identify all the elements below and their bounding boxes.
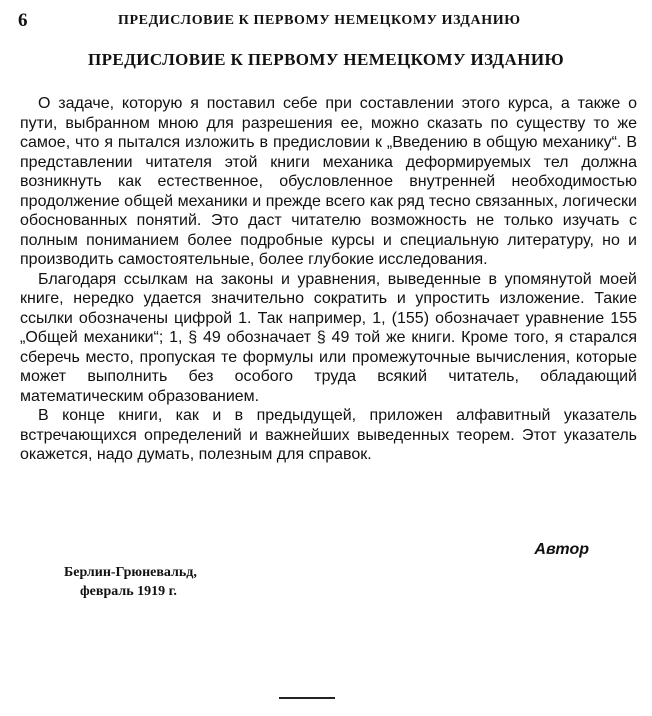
paragraph-2: Благодаря ссылкам на законы и уравнения, выведенные в упомянутой моей книге, нередко удается значительно сократить и упростить изложение. Такие ссылки обозначены цифрой 1. Так например, 1, (155) обозначает уравнение 155 „Общей механики“; 1, § 49 обозначает § 49 той же книги. Кроме того, я старался сберечь место, пропуская те формулы или промежуточные вычисления, которые может выполнить без особого труда всякий читатель, обладающий математическим образованием. bbox=[20, 270, 637, 405]
paragraph-1: О задаче, которую я поставил себе при составлении этого курса, а также о пути, выбранном мною для разрешения ее, можно сказать по существу то же самое, что я пытался изложить в предисловии к „Введению в общую механику“. В представлении читателя этой книги механика деформируемых тел должна возникнуть как естественное, обусловленное внутренней необходимостью продолжение общей механики и прежде всего как ряд тесно связанных, логически обоснованных понятий. Это даст читателю возможность не только изучать с полным пониманием более подробные курсы и специальную литературу, но и производить самостоятельные, более глубокие исследования. bbox=[20, 95, 637, 268]
running-head bbox=[18, 10, 634, 32]
paragraph-3: В конце книги, как и в предыдущей, приложен алфавитный указатель встречающихся определений и важнейших выведенных теорем. Этот указатель окажется, надо думать, полезным для справок. bbox=[20, 407, 637, 463]
author-signature: Автор bbox=[534, 541, 589, 558]
preface-heading: ПРЕДИСЛОВИЕ К ПЕРВОМУ НЕМЕЦКОМУ ИЗДАНИЮ bbox=[87, 50, 564, 69]
place-line: Берлин-Грюневальд, bbox=[64, 565, 197, 580]
preface-body bbox=[20, 94, 637, 465]
running-title: ПРЕДИСЛОВИЕ К ПЕРВОМУ НЕМЕЦКОМУ ИЗДАНИЮ bbox=[118, 13, 521, 28]
date-line: февраль 1919 г. bbox=[80, 584, 177, 599]
bottom-rule bbox=[279, 697, 335, 699]
place-date-block bbox=[64, 563, 197, 601]
page-number: 6 bbox=[18, 10, 28, 31]
